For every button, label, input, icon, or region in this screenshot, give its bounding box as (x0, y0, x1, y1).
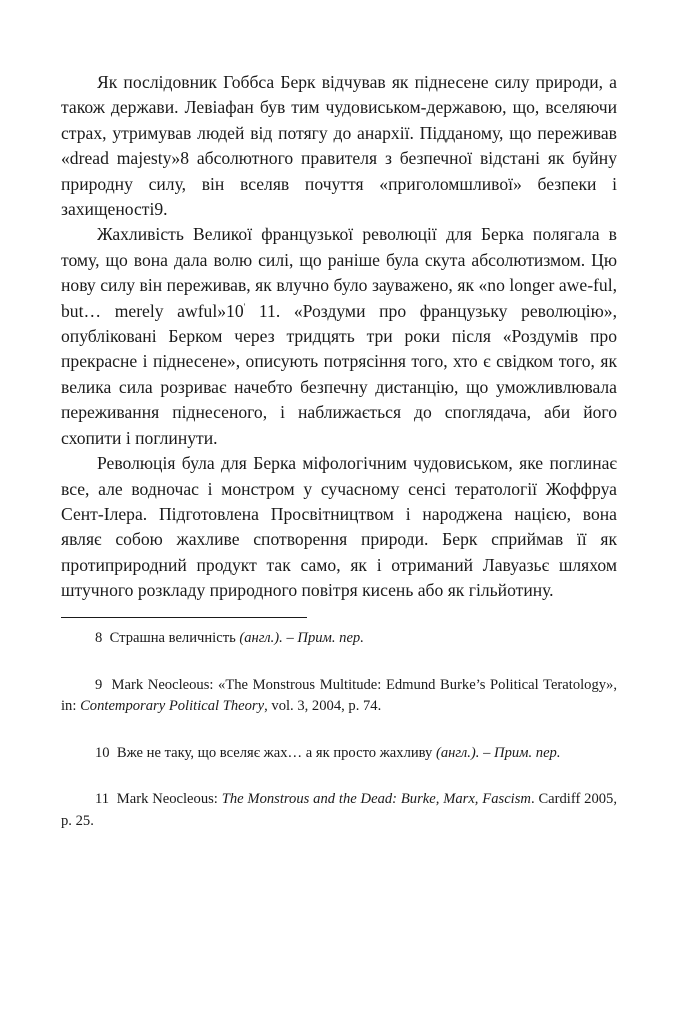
footnote-number: 10 (95, 744, 110, 761)
footnote-9 (61, 675, 617, 718)
paragraph-2 (61, 222, 617, 451)
footnote-separator (61, 617, 307, 618)
footnote-mark: ' (243, 301, 246, 312)
footnote-number: 8 (95, 630, 103, 646)
paragraph-3: Революція була для Берка міфологічним чудовиськом, яке поглинає все, але водночас і монстром у сучасному сенсі тератології Жоффруа Сент-Ілера. Підготовлена Просвітництвом і народжена нацією, вона являє собою жахливе спотворення природи. Берк сприймав її як протиприродний продукт так само, як і отриманий Лавуазьє шляхом штучного розкладу природного повітря кисень або як гільйотину. (61, 453, 617, 601)
paragraph-2-text-after: 11. «Роздуми про французьку революцію», опубліковані Берком через тридцять три роки після «Роздумів про прекрасне і піднесене», описують потрясіння того, хто є свідком того, як велика сила розриває начебто безпечну дистанцію, що уможливлювала переживання піднесеного, і наближається до споглядача, аби його схопити і поглинути. (61, 300, 617, 448)
footnote-italic-title: The Monstrous and the Dead: Burke, Marx, Fascism (221, 791, 531, 807)
footnote-number: 11 (95, 791, 110, 807)
footnote-italic-title: Contemporary Political Theory (80, 698, 265, 714)
footnote-11 (61, 789, 617, 832)
footnote-italic: (англ.). – Прим. пер. (436, 744, 561, 761)
footnote-italic: (англ.). – Прим. пер. (239, 630, 364, 646)
footnote-8 (61, 628, 617, 650)
footnote-10 (61, 743, 617, 765)
footnote-text-after: , vol. 3, 2004, p. 74. (264, 698, 382, 714)
footnote-text: Mark Neocleous: «The Monstrous Multitude: Edmund Burke’s Political Teratology», in: (61, 676, 618, 714)
footnote-text: Страшна величність (109, 630, 236, 646)
footnote-number: 9 (95, 676, 103, 693)
footnote-text-after: . Cardiff 2005, p. 25. (61, 791, 617, 829)
footnotes (61, 628, 617, 857)
footnote-text: Mark Neocleous: (116, 791, 218, 807)
footnote-text: Вже не таку, що вселяє жах… а як просто жахливу (116, 744, 433, 761)
paragraph-2-text-before: Жахливість Великої французької революції для Берка полягала в тому, що вона дала волю силі, що раніше була скута абсолютизмом. Цю нову силу він переживав, як влучно було зауважено, як «no longer awe-ful, but… merely awful»10 (61, 224, 617, 321)
paragraph-1: Як послідовник Гоббса Берк відчував як піднесене силу природи, а також держави. Левіафан був тим чудовиськом-державою, що, вселяючи страх, утримував людей від потягу до анархії. Підданому, що переживав «dread majesty»8 абсолютного правителя з безпечної відстані як буйну природну силу, він вселяв почуття «приголомшливої» безпеки і захищеності9. (61, 72, 617, 220)
main-text (61, 70, 617, 604)
